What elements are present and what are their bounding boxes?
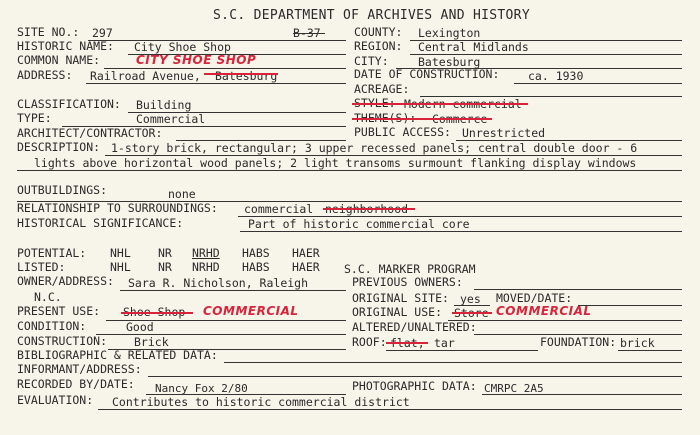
- common-name-value: CITY SHOE SHOP: [136, 53, 257, 67]
- owner-underline: [120, 290, 346, 291]
- bibliographic-underline: [224, 362, 682, 363]
- outbuildings-value: none: [168, 187, 196, 201]
- theme-label: THEME(S):: [354, 111, 417, 125]
- county-value: Lexington: [418, 26, 481, 40]
- common-name-label: COMMON NAME:: [17, 53, 101, 67]
- theme-strike: [352, 118, 492, 120]
- public-access-value: Unrestricted: [462, 126, 546, 140]
- recorded-label: RECORDED BY/DATE:: [17, 377, 135, 391]
- significance-value: Part of historic commercial core: [248, 217, 470, 231]
- description-line-1: 1-story brick, rectangular; 3 upper recessed panels; central double door - 6: [111, 141, 638, 155]
- listed-nr: NR: [158, 260, 172, 274]
- owner-label: OWNER/ADDRESS:: [17, 274, 114, 288]
- construction-label: CONSTRUCTION:: [17, 334, 108, 348]
- original-use-label: ORIGINAL USE:: [352, 305, 443, 319]
- informant-underline: [148, 376, 682, 377]
- description-underline-2: [17, 170, 682, 171]
- city-value: Batesburg: [418, 55, 481, 69]
- potential-haer: HAER: [292, 246, 320, 260]
- relationship-label: RELATIONSHIP TO SURROUNDINGS:: [17, 201, 218, 215]
- potential-habs: HABS: [242, 246, 270, 260]
- relationship-value-a: commercial: [244, 202, 314, 216]
- original-use-new: COMMERCIAL: [496, 304, 592, 318]
- evaluation-label: EVALUATION:: [17, 393, 94, 407]
- historic-name-value: City Shoe Shop: [134, 40, 231, 54]
- roof-label: ROOF:: [352, 335, 387, 349]
- type-value: Commercial: [136, 112, 206, 126]
- roof-strike: [386, 342, 428, 344]
- altered-label: ALTERED/UNALTERED:: [352, 320, 477, 334]
- potential-nhl: NHL: [110, 246, 131, 260]
- original-site-value: yes: [460, 292, 481, 306]
- acreage-label: ACREAGE:: [354, 82, 410, 96]
- address-value-b: Batesburg: [215, 69, 278, 83]
- date-underline: [514, 83, 682, 84]
- classification-label: CLASSIFICATION:: [17, 97, 121, 111]
- site-no-value: 297: [92, 26, 113, 40]
- roof-underline: [386, 350, 538, 351]
- significance-underline: [240, 231, 682, 232]
- address-value-a: Railroad Avenue,: [90, 69, 201, 83]
- marker-program-label: S.C. MARKER PROGRAM: [344, 262, 476, 276]
- city-label: CITY:: [354, 54, 389, 68]
- address-label: ADDRESS:: [17, 68, 73, 82]
- present-use-strike: [121, 312, 193, 314]
- previous-owners-label: PREVIOUS OWNERS:: [352, 275, 463, 289]
- owner-value: Sara R. Nicholson, Raleigh: [128, 276, 309, 290]
- potential-nrhd: NRHD: [192, 246, 220, 260]
- moved-underline: [578, 305, 682, 306]
- architect-label: ARCHITECT/CONTRACTOR:: [17, 126, 163, 140]
- site-no-alt-strike: [293, 33, 325, 34]
- address-strike: [204, 73, 278, 75]
- recorded-value: Nancy Fox 2/80: [155, 382, 248, 395]
- region-label: REGION:: [354, 39, 403, 53]
- classification-value: Building: [136, 98, 192, 112]
- evaluation-underline: [98, 409, 682, 410]
- county-label: COUNTY:: [354, 25, 403, 39]
- historic-name-label: HISTORIC NAME:: [17, 39, 114, 53]
- public-access-label: PUBLIC ACCESS:: [354, 125, 451, 139]
- listed-haer: HAER: [292, 260, 320, 274]
- style-label: STYLE:: [354, 96, 396, 110]
- photo-underline: [482, 394, 682, 395]
- condition-label: CONDITION:: [17, 319, 87, 333]
- date-label: DATE OF CONSTRUCTION:: [354, 67, 500, 81]
- listed-nrhd: NRHD: [192, 260, 220, 274]
- relationship-strike: [323, 208, 415, 210]
- photo-label: PHOTOGRAPHIC DATA:: [352, 379, 477, 393]
- roof-old: flat,: [390, 336, 425, 350]
- moved-label: MOVED/DATE:: [496, 291, 573, 305]
- foundation-value: brick: [620, 336, 655, 350]
- original-use-old: Store: [454, 306, 489, 320]
- present-use-old: Shoe Shop: [123, 305, 186, 319]
- foundation-label: FOUNDATION:: [540, 335, 617, 349]
- evaluation-value: Contributes to historic commercial district: [112, 395, 410, 409]
- potential-nr: NR: [158, 246, 172, 260]
- construction-value: Brick: [134, 335, 169, 349]
- condition-value: Good: [126, 320, 154, 334]
- card-header: S.C. DEPARTMENT OF ARCHIVES AND HISTORY: [213, 8, 530, 23]
- address-underline: [86, 83, 346, 84]
- theme-value: Commerce: [432, 112, 488, 126]
- present-use-new: COMMERCIAL: [203, 304, 299, 318]
- owner-value-2: N.C.: [34, 290, 62, 304]
- description-line-2: lights above horizontal wood panels; 2 light transoms surmount flanking display windows: [34, 156, 637, 170]
- foundation-underline: [618, 350, 682, 351]
- description-label: DESCRIPTION:: [17, 140, 101, 154]
- site-no-label: SITE NO.:: [17, 25, 80, 39]
- date-value: ca. 1930: [528, 69, 584, 83]
- outbuildings-label: OUTBUILDINGS:: [17, 183, 108, 197]
- original-site-label: ORIGINAL SITE:: [352, 291, 449, 305]
- informant-label: INFORMANT/ADDRESS:: [17, 362, 142, 376]
- listed-nhl: NHL: [110, 260, 131, 274]
- original-use-strike: [452, 312, 492, 314]
- type-label: TYPE:: [17, 111, 52, 125]
- style-strike: [352, 103, 528, 105]
- region-value: Central Midlands: [418, 40, 529, 54]
- listed-habs: HABS: [242, 260, 270, 274]
- bibliographic-label: BIBLIOGRAPHIC & RELATED DATA:: [17, 348, 218, 362]
- style-value: Modern commercial: [404, 97, 522, 111]
- listed-label: LISTED:: [17, 260, 66, 274]
- roof-value: tar: [434, 336, 455, 350]
- previous-owners-underline: [474, 289, 682, 290]
- relationship-value-b: neighborhood: [325, 202, 409, 216]
- potential-label: POTENTIAL:: [17, 246, 87, 260]
- site-no-alt: B-37: [293, 26, 321, 40]
- present-use-label: PRESENT USE:: [17, 304, 101, 318]
- photo-value: CMRPC 2A5: [484, 382, 544, 395]
- original-use-underline: [448, 320, 682, 321]
- significance-label: HISTORICAL SIGNIFICANCE:: [17, 216, 184, 230]
